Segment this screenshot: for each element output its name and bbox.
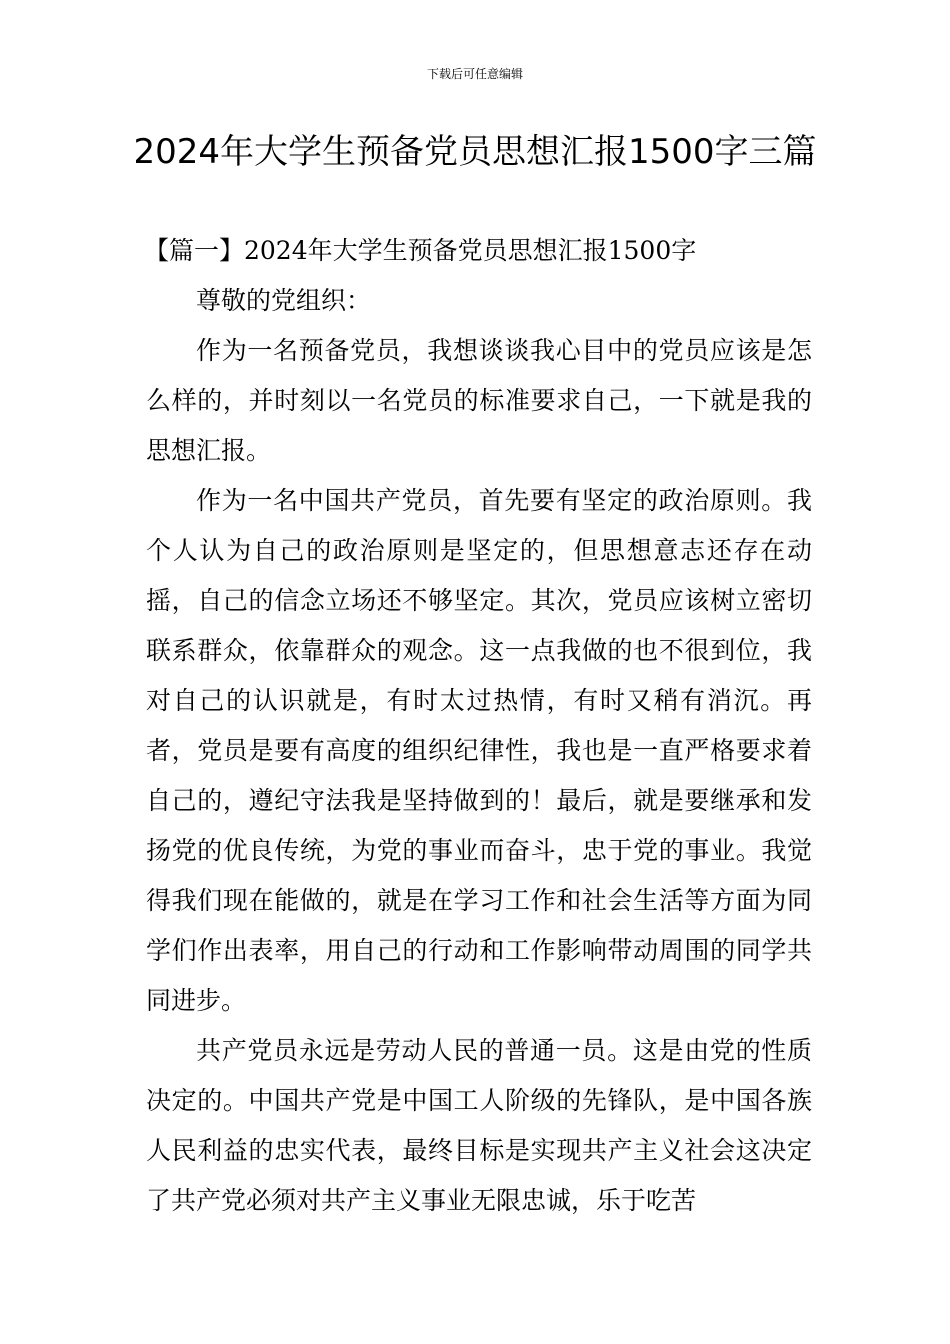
salutation: 尊敬的党组织： <box>196 286 372 315</box>
document-title: 2024年大学生预备党员思想汇报1500字三篇 <box>133 132 817 172</box>
document-body <box>146 226 812 1226</box>
paragraph: 共产党员永远是劳动人民的普通一员。这是由党的性质决定的。中国共产党是中国工人阶级的先锋队，是中国各族人民利益的忠实代表，最终目标是实现共产主义社会这决定了共产党必须对共产主义事业无限忠诚，乐于吃苦 <box>146 1036 812 1215</box>
paragraph: 作为一名中国共产党员，首先要有坚定的政治原则。我个人认为自己的政治原则是坚定的，但思想意志还存在动摇，自己的信念立场还不够坚定。其次，党员应该树立密切联系群众，依靠群众的观念。这一点我做的也不很到位，我对自己的认识就是，有时太过热情，有时又稍有消沉。再者，党员是要有高度的组织纪律性，我也是一直严格要求着自己的，遵纪守法我是坚持做到的！最后，就是要继承和发扬党的优良传统，为党的事业而奋斗，忠于党的事业。我觉得我们现在能做的，就是在学习工作和社会生活等方面为同学们作出表率，用自己的行动和工作影响带动周围的同学共同进步。 <box>146 486 812 1015</box>
section-heading: 【篇一】2024年大学生预备党员思想汇报1500字 <box>144 236 697 265</box>
paragraph: 作为一名预备党员，我想谈谈我心目中的党员应该是怎么样的，并时刻以一名党员的标准要求自己，一下就是我的思想汇报。 <box>146 336 812 465</box>
page-header-note: 下载后可任意编辑 <box>426 67 523 81</box>
